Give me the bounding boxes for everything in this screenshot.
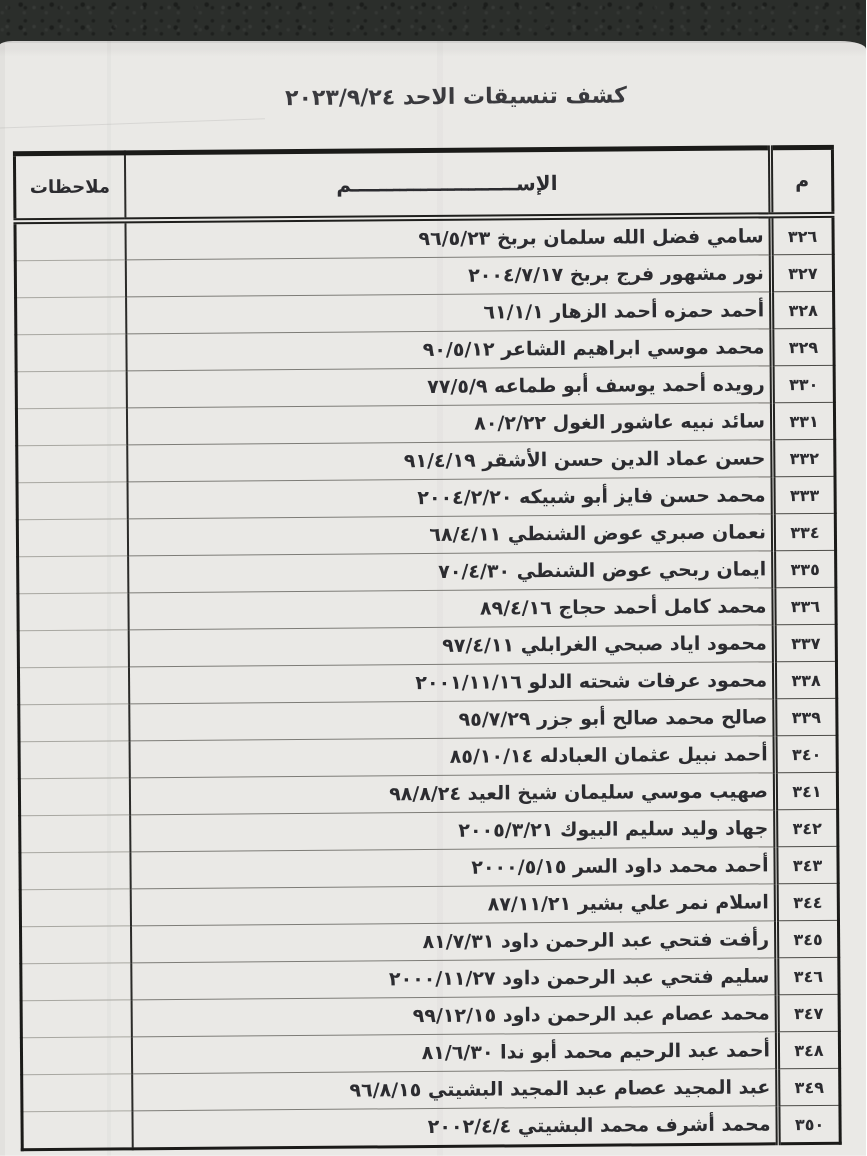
table-row bbox=[19, 587, 837, 630]
row-notes bbox=[23, 1111, 133, 1150]
row-notes bbox=[21, 815, 131, 853]
row-index: ٣٣٣ bbox=[774, 476, 836, 513]
row-name: اسلام نمر علي بشير ٨٧/١١/٢١ bbox=[131, 884, 777, 926]
table-row bbox=[16, 215, 834, 261]
row-notes bbox=[21, 889, 131, 927]
row-notes bbox=[19, 556, 129, 594]
row-notes bbox=[20, 704, 130, 742]
row-notes bbox=[22, 963, 132, 1001]
row-index: ٣٤٠ bbox=[776, 735, 838, 772]
row-name: محمد موسي ابراهيم الشاعر ٩٠/٥/١٢ bbox=[127, 329, 773, 371]
table-header bbox=[15, 147, 834, 221]
row-name: جهاد وليد سليم البيوك ٢٠٠٥/٣/٢١ bbox=[131, 810, 777, 852]
table-row bbox=[17, 328, 835, 371]
row-notes bbox=[18, 519, 128, 557]
row-index: ٣٢٧ bbox=[772, 254, 834, 291]
table-row bbox=[22, 920, 840, 963]
row-index: ٣٣٥ bbox=[775, 550, 837, 587]
row-index: ٣٣١ bbox=[773, 402, 835, 439]
row-index: ٣٤٦ bbox=[778, 957, 840, 994]
row-index: ٣٤٩ bbox=[779, 1068, 841, 1105]
row-name: أحمد نبيل عثمان العبادله ٨٥/١٠/١٤ bbox=[130, 736, 776, 778]
row-notes bbox=[19, 593, 129, 631]
row-name: سامي فضل الله سلمان بربخ ٩٦/٥/٢٣ bbox=[419, 225, 765, 251]
table-row bbox=[21, 883, 839, 926]
row-index: ٣٣٠ bbox=[773, 365, 835, 402]
row-notes bbox=[16, 260, 126, 298]
row-name: أحمد حمزه أحمد الزهار ٦١/١/١ bbox=[127, 292, 773, 334]
row-name: ايمان ربحي عوض الشنطي ٧٠/٤/٣٠ bbox=[129, 551, 775, 593]
row-name: حسن عماد الدين حسن الأشقر ٩١/٤/١٩ bbox=[128, 440, 774, 482]
row-name: محمود اياد صبحي الغرابلي ٩٧/٤/١١ bbox=[129, 625, 775, 667]
row-index: ٣٢٨ bbox=[773, 291, 835, 328]
row-notes bbox=[18, 482, 128, 520]
row-notes bbox=[23, 1074, 133, 1112]
row-name: سليم فتحي عبد الرحمن داود ٢٠٠٠/١١/٢٧ bbox=[132, 958, 778, 1000]
row-notes bbox=[20, 741, 130, 779]
row-notes bbox=[22, 1000, 132, 1038]
row-notes bbox=[22, 1037, 132, 1075]
row-name: نعمان صبري عوض الشنطي ٦٨/٤/١١ bbox=[128, 514, 774, 556]
table-row bbox=[19, 661, 837, 704]
table-row bbox=[18, 439, 836, 482]
row-index: ٣٣٨ bbox=[775, 661, 837, 698]
row-name: أحمد عبد الرحيم محمد أبو ندا ٨١/٦/٣٠ bbox=[132, 1032, 778, 1074]
row-index: ٣٤١ bbox=[776, 772, 838, 809]
row-name: محمد كامل أحمد حجاج ٨٩/٤/١٦ bbox=[129, 588, 775, 630]
table-row bbox=[17, 365, 835, 408]
header-row bbox=[15, 147, 834, 221]
table-row bbox=[23, 1105, 841, 1149]
row-name: أحمد محمد داود السر ٢٠٠٠/٥/١٥ bbox=[131, 847, 777, 889]
row-index: ٣٢٦ bbox=[772, 215, 834, 255]
row-notes bbox=[22, 926, 132, 964]
table-row bbox=[19, 624, 837, 667]
row-name: سائد نبيه عاشور الغول ٨٠/٢/٢٢ bbox=[127, 403, 773, 445]
table-row bbox=[18, 513, 836, 556]
table-row bbox=[17, 291, 835, 334]
page-title: كشف تنسيقات الاحد ٢٠٢٣/٩/٢٤ bbox=[286, 83, 628, 112]
row-notes bbox=[17, 408, 127, 446]
row-notes bbox=[18, 445, 128, 483]
row-index: ٣٤٣ bbox=[777, 846, 839, 883]
row-name: محمد أشرف محمد البشيتي ٢٠٠٢/٤/٤ bbox=[133, 1106, 779, 1149]
table-row bbox=[19, 550, 837, 593]
row-notes bbox=[19, 667, 129, 705]
row-notes bbox=[20, 778, 130, 816]
table-row bbox=[20, 735, 838, 778]
row-notes bbox=[17, 371, 127, 409]
table-row bbox=[21, 809, 839, 852]
row-index: ٣٣٦ bbox=[775, 587, 837, 624]
row-index: ٣٣٢ bbox=[774, 439, 836, 476]
row-index: ٣٢٩ bbox=[773, 328, 835, 365]
table-row bbox=[22, 1031, 840, 1074]
table-row bbox=[20, 772, 838, 815]
roster-table bbox=[14, 145, 843, 1151]
row-name: رويده أحمد يوسف أبو طماعه ٧٧/٥/٩ bbox=[127, 366, 773, 408]
sheet-content bbox=[0, 38, 867, 1156]
table-row bbox=[22, 994, 840, 1037]
table-row bbox=[16, 254, 834, 297]
row-index: ٣٣٧ bbox=[775, 624, 837, 661]
row-name: صالح محمد صالح أبو جزر ٩٥/٧/٢٩ bbox=[130, 699, 776, 741]
row-index: ٣٥٠ bbox=[779, 1105, 841, 1143]
row-name: محمد حسن فايز أبو شبيكه ٢٠٠٤/٢/٢٠ bbox=[128, 477, 774, 519]
row-notes bbox=[17, 297, 127, 335]
row-name: محمد عصام عبد الرحمن داود ٩٩/١٢/١٥ bbox=[132, 995, 778, 1037]
header-name: الإســــــــــــــــــــــــم bbox=[125, 148, 772, 221]
row-index: ٣٤٧ bbox=[778, 994, 840, 1031]
row-name: صهيب موسي سليمان شيخ العيد ٩٨/٨/٢٤ bbox=[130, 773, 776, 815]
table-row bbox=[20, 698, 838, 741]
table-row bbox=[22, 957, 840, 1000]
row-notes bbox=[16, 220, 126, 260]
row-index: ٣٤٤ bbox=[777, 883, 839, 920]
row-notes bbox=[19, 630, 129, 668]
row-name: محمود عرفات شحته الدلو ٢٠٠١/١١/١٦ bbox=[129, 662, 775, 704]
row-index: ٣٤٨ bbox=[778, 1031, 840, 1068]
row-index: ٣٤٥ bbox=[777, 920, 839, 957]
table-row bbox=[18, 476, 836, 519]
row-name: رأفت فتحي عبد الرحمن داود ٨١/٧/٣١ bbox=[131, 921, 777, 963]
header-index: م bbox=[771, 147, 834, 215]
paper-sheet bbox=[0, 41, 867, 1156]
row-index: ٣٣٩ bbox=[776, 698, 838, 735]
table-row bbox=[21, 846, 839, 889]
table-body bbox=[16, 215, 841, 1150]
table-row bbox=[17, 402, 835, 445]
table-row bbox=[23, 1068, 841, 1111]
row-name: عبد المجيد عصام عبد المجيد البشيتي ٩٦/٨/١٥ bbox=[133, 1069, 779, 1111]
row-index: ٣٤٢ bbox=[777, 809, 839, 846]
row-notes bbox=[21, 852, 131, 890]
header-notes: ملاحظات bbox=[15, 153, 126, 221]
row-notes bbox=[17, 334, 127, 372]
row-index: ٣٣٤ bbox=[774, 513, 836, 550]
row-name: نور مشهور فرج بربخ ٢٠٠٤/٧/١٧ bbox=[126, 255, 772, 297]
